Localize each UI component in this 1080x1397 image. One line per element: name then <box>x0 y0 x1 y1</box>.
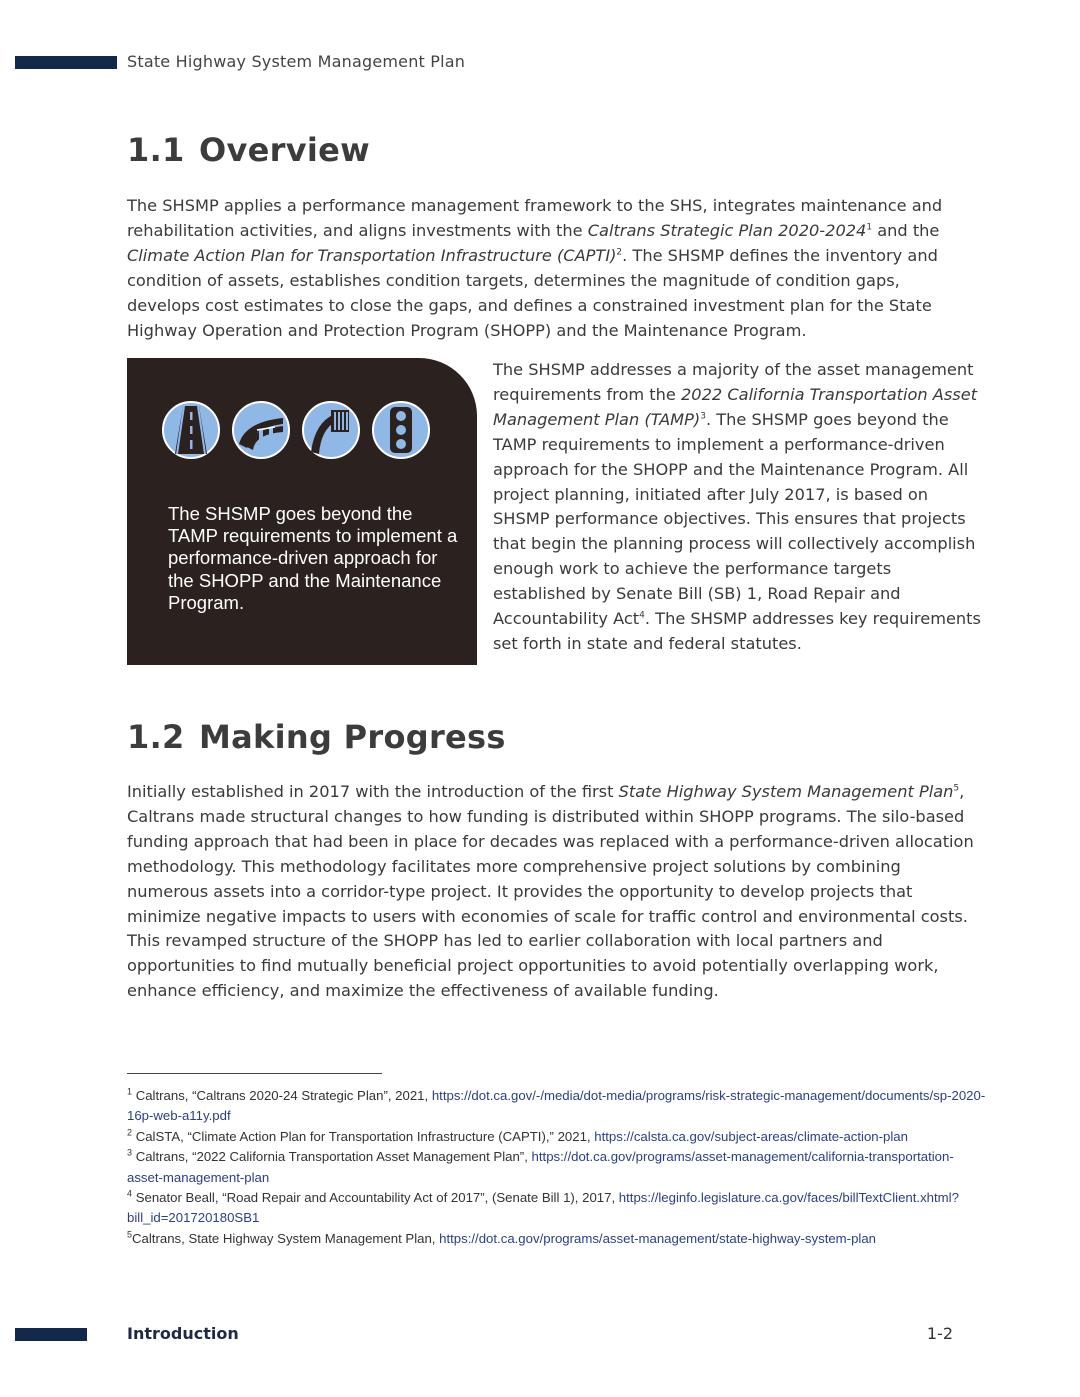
footnote: $^5$Caltrans, State Highway System Management Plan, https://dot.ca.gov/programs/asset-management/state-highway-system-plan <box>127 1229 876 1246</box>
header-accent-bar <box>15 56 117 69</box>
section-title: Making Progress <box>199 718 506 756</box>
footnote-link[interactable]: https://dot.ca.gov/programs/asset-management/california-transportation-asset-management-plan <box>127 1149 954 1185</box>
section-heading-making-progress <box>127 718 506 756</box>
section-number: 1.1 <box>127 131 185 169</box>
highway-road-icon <box>161 400 221 460</box>
page-number: 1-2 <box>926 1324 953 1343</box>
footnote-separator <box>127 1073 382 1074</box>
footnote-link[interactable]: https://dot.ca.gov/programs/asset-management/state-highway-system-plan <box>439 1230 876 1246</box>
footnote: $^4$ Senator Beall, “Road Repair and Accountability Act of 2017”, (Senate Bill 1), 2017, https://leginfo.legislature.ca.gov/faces/billTextClient.xhtml?bill_id=201720180SB1 <box>127 1188 959 1226</box>
running-header-title: State Highway System Management Plan <box>127 52 466 71</box>
footnote: $^3$ Caltrans, “2022 California Transportation Asset Management Plan”, https://dot.ca.gov/programs/asset-management/california-transportation-asset-management-plan <box>127 1147 954 1185</box>
footnote: $^2$ CalSTA, “Climate Action Plan for Transportation Infrastructure (CAPTI),” 2021, https://calsta.ca.gov/subject-areas/climate-action-plan <box>127 1127 908 1144</box>
footnote-link[interactable]: https://calsta.ca.gov/subject-areas/climate-action-plan <box>594 1128 908 1144</box>
culvert-drainage-icon <box>301 400 361 460</box>
footnote: $^1$ Caltrans, “Caltrans 2020-24 Strategic Plan”, 2021, https://dot.ca.gov/-/media/dot-media/programs/risk-strategic-management/documents/sp-2020-16p-web-a11y.pdf <box>127 1086 986 1124</box>
overview-paragraph: The SHSMP applies a performance management framework to the SHS, integrates maintenance and rehabilitation activities, and aligns investments with the Caltrans Strategic Plan 2020-2024$^1$ and the Climate Action Plan for Transportation Infrastructure (CAPTI)$^2$. The SHSMP defines the inventory and condition of assets, establishes condition targets, determines the magnitude of condition gaps, develops cost estimates to close the gaps, and defines a constrained investment plan for the State Highway Operation and Protection Program (SHOPP) and the Maintenance Program. <box>127 196 943 340</box>
bridge-icon <box>231 400 291 460</box>
footnotes <box>127 1086 987 1249</box>
section-number: 1.2 <box>127 718 185 756</box>
tamp-paragraph: The SHSMP addresses a majority of the asset management requirements from the 2022 California Transportation Asset Management Plan (TAMP)$^3$. The SHSMP goes beyond the TAMP requirements to implement a performance-driven approach for the SHOPP and the Maintenance Program. All project planning, initiated after July 2017, is based on SHSMP performance objectives. This ensures that projects that begin the planning process will collectively accomplish enough work to achieve the performance targets established by Senate Bill (SB) 1, Road Repair and Accountability Act$^4$. The SHSMP addresses key requirements set forth in state and federal statutes. <box>493 360 981 653</box>
footer-accent-bar <box>15 1328 87 1341</box>
asset-icons-row <box>161 400 431 460</box>
footer-section-name: Introduction <box>127 1324 239 1343</box>
footnote-link[interactable]: https://dot.ca.gov/-/media/dot-media/programs/risk-strategic-management/documents/sp-2020-16p-web-a11y.pdf <box>127 1088 986 1124</box>
making-progress-paragraph: Initially established in 2017 with the introduction of the first State Highway System Management Plan$^5$, Caltrans made structural changes to how funding is distributed within SHOPP programs. The silo-based funding approach that had been in place for decades was replaced with a performance-driven allocation methodology. This methodology facilitates more comprehensive project solutions by combining numerous assets into a corridor-type project. It provides the opportunity to develop projects that minimize negative impacts to users with economies of scale for traffic control and environmental costs. This revamped structure of the SHOPP has led to earlier collaboration with local partners and opportunities to find mutually beneficial project opportunities to avoid potentially overlapping work, enhance efficiency, and maximize the effectiveness of available funding. <box>127 782 974 1001</box>
footnote-link[interactable]: https://leginfo.legislature.ca.gov/faces/billTextClient.xhtml?bill_id=201720180SB1 <box>127 1190 959 1226</box>
traffic-signal-icon <box>371 400 431 460</box>
section-heading-overview <box>127 131 370 169</box>
section-title: Overview <box>199 131 371 169</box>
callout-quote: The SHSMP goes beyond the TAMP requirements to implement a performance-driven approach for the SHOPP and the Maintenance Program. <box>168 503 458 613</box>
callout-box <box>127 358 477 665</box>
